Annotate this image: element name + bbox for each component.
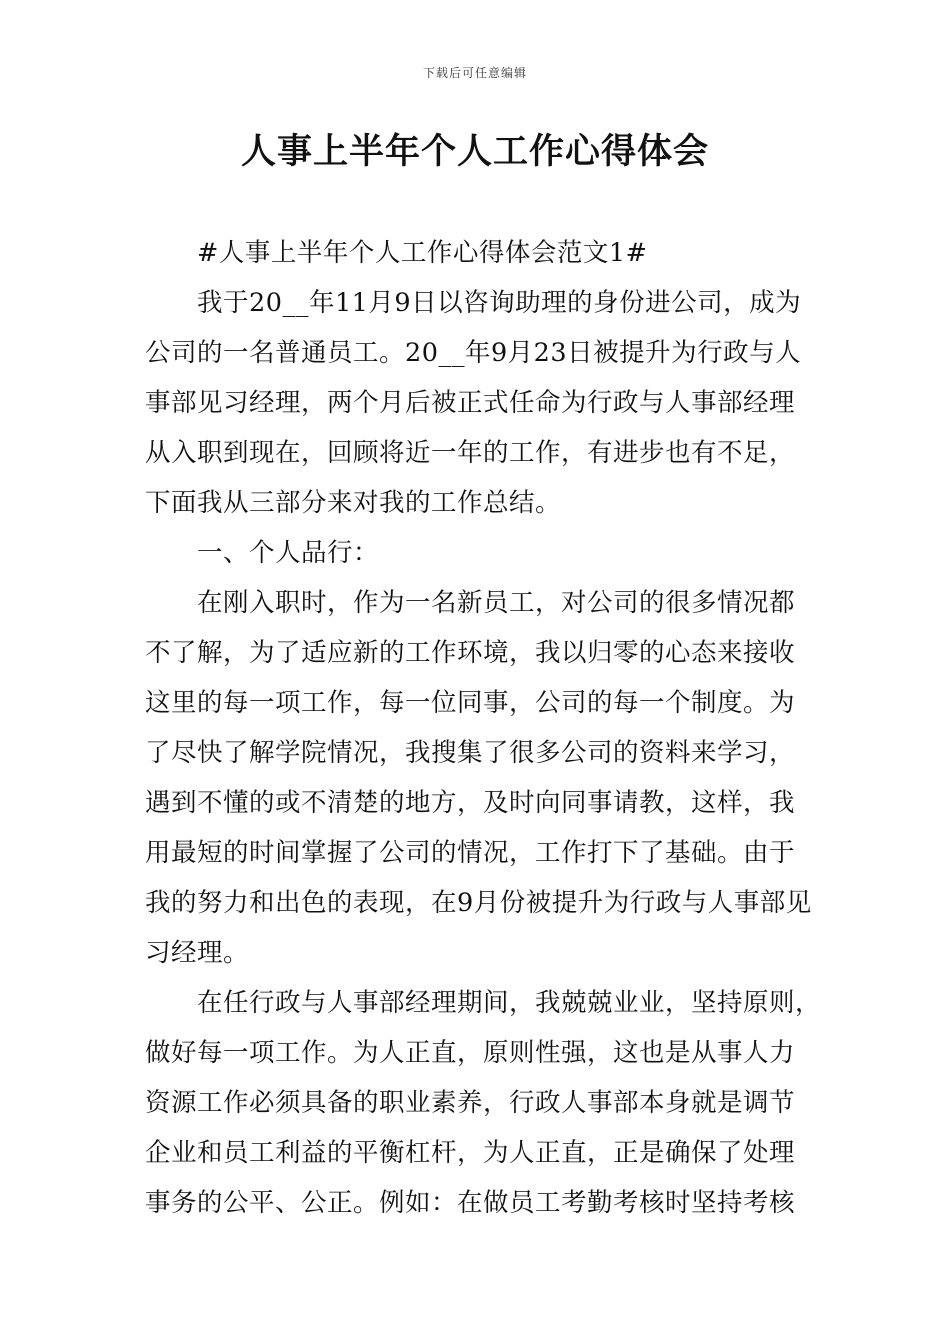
text-line: 习经理。 [145, 938, 250, 968]
text-line: 我于20__年11月9日以咨询助理的身份进公司，成为 [197, 288, 802, 318]
text-line: 企业和员工利益的平衡杠杆，为人正直，正是确保了处理 [145, 1138, 796, 1168]
text-line: 事务的公平、公正。例如：在做员工考勤考核时坚持考核 [145, 1188, 796, 1218]
text-line: 在任行政与人事部经理期间，我兢兢业业，坚持原则， [197, 988, 822, 1018]
text-line: 在刚入职时，作为一名新员工，对公司的很多情况都 [197, 588, 796, 618]
text-line: 了尽快了解学院情况，我搜集了很多公司的资料来学习， [145, 738, 796, 768]
header-note: 下载后可任意编辑 [422, 66, 527, 80]
text-line: 不了解，为了适应新的工作环境，我以归零的心态来接收 [145, 638, 796, 668]
page-title: 人事上半年个人工作心得体会 [240, 132, 709, 172]
text-line: 资源工作必须具备的职业素养，行政人事部本身就是调节 [145, 1088, 796, 1118]
text-line: 下面我从三部分来对我的工作总结。 [145, 488, 562, 518]
text-line: 我的努力和出色的表现，在9月份被提升为行政与人事部见 [145, 888, 812, 918]
text-line: 遇到不懂的或不清楚的地方，及时向同事请教，这样，我 [145, 788, 796, 818]
body-text [145, 228, 822, 1228]
text-line: 这里的每一项工作，每一位同事，公司的每一个制度。为 [145, 688, 796, 718]
text-line: 从入职到现在，回顾将近一年的工作，有进步也有不足， [145, 438, 796, 468]
text-line: 用最短的时间掌握了公司的情况，工作打下了基础。由于 [145, 838, 796, 868]
text-line: 公司的一名普通员工。20__年9月23日被提升为行政与人 [145, 338, 802, 368]
text-line: #人事上半年个人工作心得体会范文1# [197, 238, 648, 268]
text-line: 一、个人品行： [197, 538, 380, 568]
text-line: 事部见习经理，两个月后被正式任命为行政与人事部经理 [145, 388, 796, 418]
text-line: 做好每一项工作。为人正直，原则性强，这也是从事人力 [145, 1038, 796, 1068]
